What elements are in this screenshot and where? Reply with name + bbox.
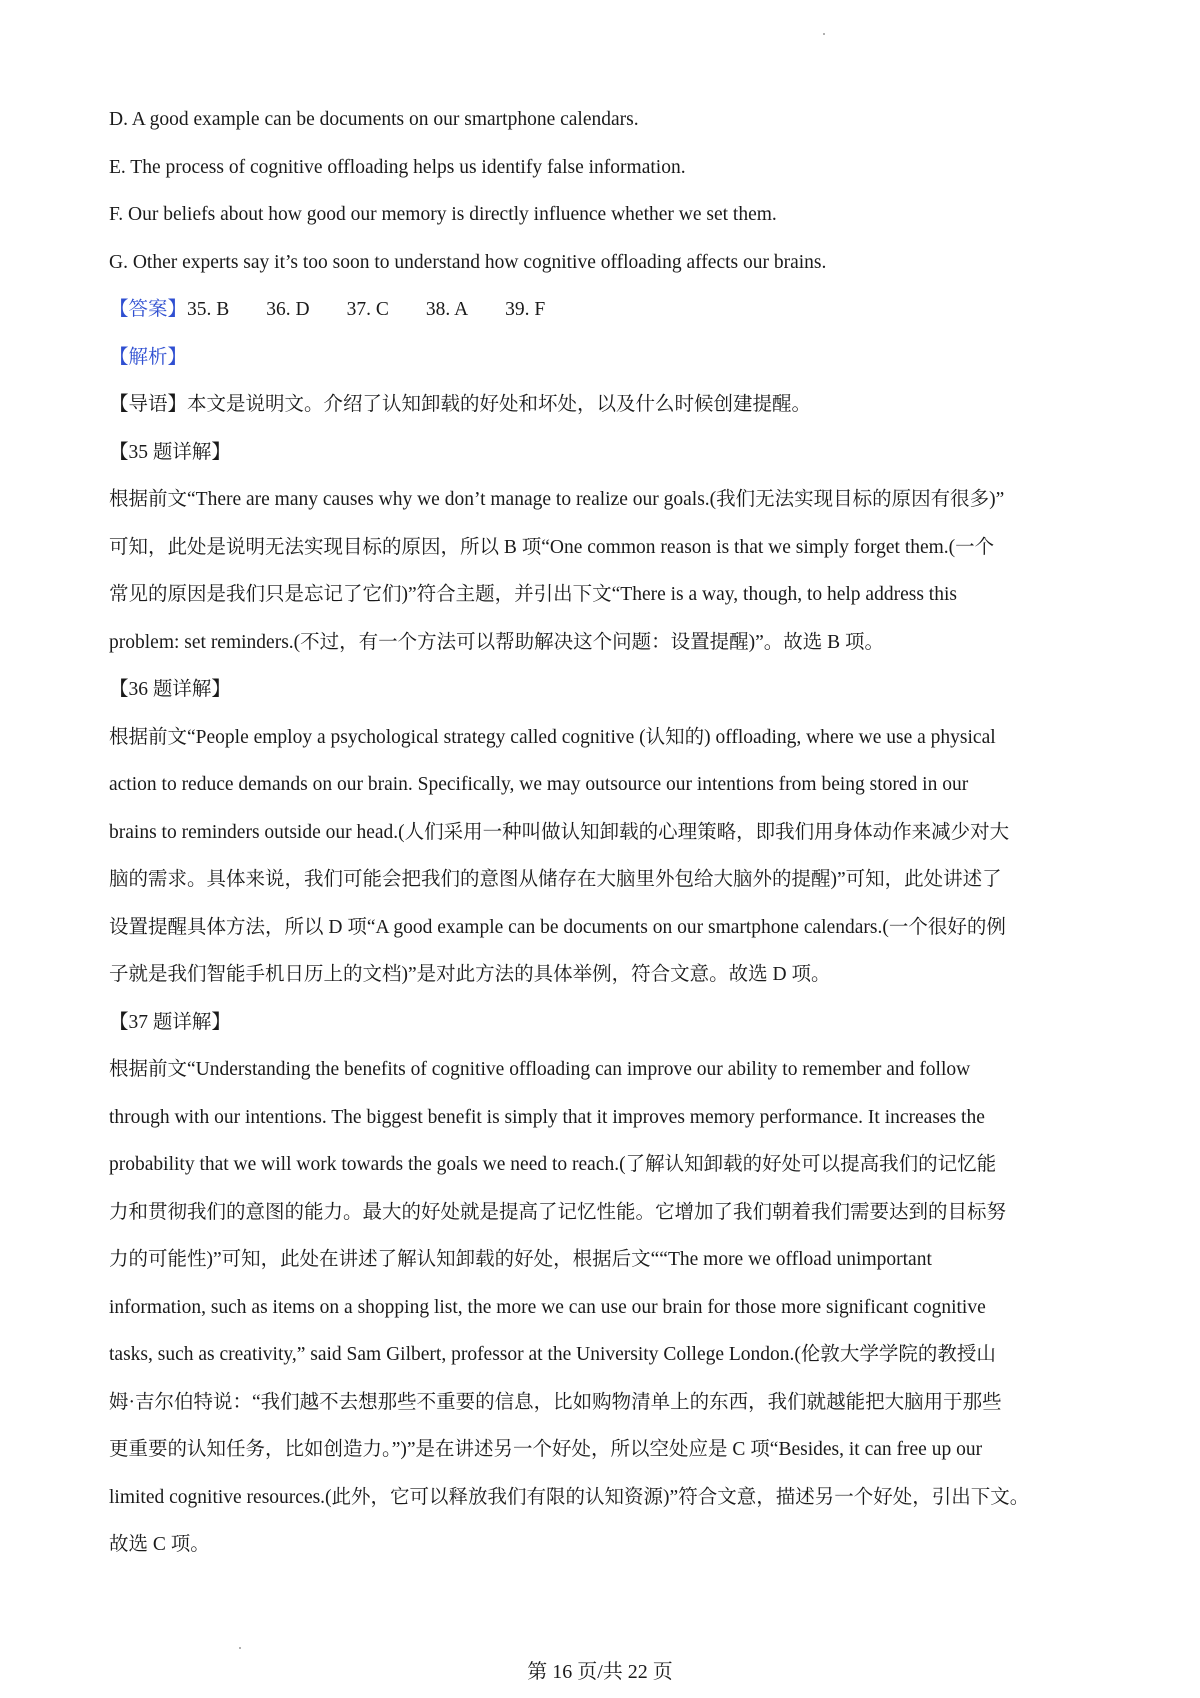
scan-speck	[823, 33, 825, 35]
q35-text-line: problem: set reminders.(不过，有一个方法可以帮助解决这个问题：设置提醒)”。故选 B 项。	[109, 631, 885, 653]
q37-text-line: 根据前文“Understanding the benefits of cognitive offloading can improve our ability to remember and follow	[109, 1059, 971, 1080]
scan-speck	[239, 1647, 241, 1649]
q36-text-line: brains to reminders outside our head.(人们采用一种叫做认知卸载的心理策略，即我们用身体动作来减少对大	[109, 821, 1010, 843]
page-content	[109, 96, 1099, 1569]
answer-item: 36. D	[266, 299, 310, 320]
option-e: E. The process of cognitive offloading helps us identify false information.	[109, 156, 686, 178]
answer-item: 35. B	[187, 299, 230, 320]
q36-text-line: 子就是我们智能手机日历上的文档)”是对此方法的具体举例，符合文意。故选 D 项。	[109, 964, 831, 985]
option-g: G. Other experts say it’s too soon to understand how cognitive offloading affects our brains.	[109, 251, 827, 273]
q35-text-line: 可知，此处是说明无法实现目标的原因，所以 B 项“One common reason is that we simply forget them.(一个	[109, 536, 995, 558]
q35-text-line: 根据前文“There are many causes why we don’t manage to realize our goals.(我们无法实现目标的原因有很多)”	[109, 489, 1005, 510]
guide-text: 【导语】本文是说明文。介绍了认知卸载的好处和坏处，以及什么时候创建提醒。	[109, 394, 812, 415]
analysis-label: 【解析】	[109, 346, 188, 368]
q37-text-line: through with our intentions. The biggest benefit is simply that it improves memory performance. It increases the	[109, 1106, 985, 1128]
q37-text-line: 力的可能性)”可知，此处在讲述了解认知卸载的好处，根据后文““The more we offload unimportant	[109, 1249, 932, 1270]
answer-item: 37. C	[346, 299, 389, 320]
q35-text-line: 常见的原因是我们只是忘记了它们)”符合主题，并引出下文“There is a way, though, to help address this	[109, 584, 957, 605]
q36-text-line: 设置提醒具体方法，所以 D 项“A good example can be documents on our smartphone calendars.(一个很好的例	[109, 916, 1006, 938]
q37-text-line: limited cognitive resources.(此外，它可以释放我们有限的认知资源)”符合文意，描述另一个好处，引出下文。	[109, 1486, 1030, 1508]
page-footer: 第 16 页/共 22 页	[527, 1661, 673, 1683]
q36-text-line: 根据前文“People employ a psychological strategy called cognitive (认知的) offloading, where we use a physical	[109, 726, 996, 748]
q36-heading: 【36 题详解】	[109, 679, 231, 700]
q37-text-line: 故选 C 项。	[109, 1534, 210, 1555]
answer-label: 【答案】	[109, 299, 188, 320]
q37-text-line: probability that we will work towards the goals we need to reach.(了解认知卸载的好处可以提高我们的记忆能	[109, 1154, 997, 1175]
q36-text-line: 脑的需求。具体来说，我们可能会把我们的意图从储存在大脑里外包给大脑外的提醒)”可知，此处讲述了	[109, 869, 1002, 890]
q37-text-line: tasks, such as creativity,” said Sam Gilbert, professor at the University College London.(伦敦大学学院的教授山	[109, 1344, 996, 1365]
q37-text-line: 更重要的认知任务，比如创造力。”)”是在讲述另一个好处，所以空处应是 C 项“Besides, it can free up our	[109, 1439, 983, 1460]
answer-line	[109, 286, 1099, 334]
q37-text-line: 姆·吉尔伯特说：“我们越不去想那些不重要的信息，比如购物清单上的东西，我们就越能把大脑用于那些	[109, 1391, 1002, 1413]
option-d: D. A good example can be documents on our smartphone calendars.	[109, 109, 639, 130]
q35-heading: 【35 题详解】	[109, 441, 231, 463]
q36-text-line: action to reduce demands on our brain. Specifically, we may outsource our intentions from being stored in our	[109, 774, 969, 795]
q37-heading: 【37 题详解】	[109, 1011, 231, 1033]
q37-text-line: information, such as items on a shopping list, the more we can use our brain for those more significant cognitive	[109, 1296, 986, 1318]
answer-item: 39. F	[505, 299, 546, 320]
option-f: F. Our beliefs about how good our memory is directly influence whether we set them.	[109, 204, 777, 225]
answer-item: 38. A	[425, 299, 469, 320]
q37-text-line: 力和贯彻我们的意图的能力。最大的好处就是提高了记忆性能。它增加了我们朝着我们需要达到的目标努	[109, 1201, 1007, 1223]
